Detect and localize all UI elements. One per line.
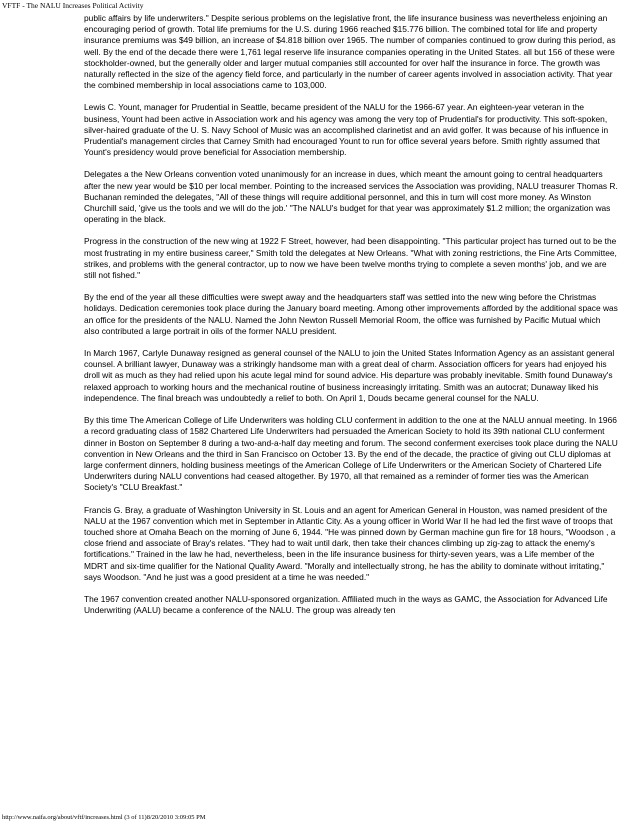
paragraph: Francis G. Bray, a graduate of Washington University in St. Louis and an agent for American General in Houston, was named president of the NALU at the 1967 convention which met in September in Atlantic City. As a young officer in World War II he had led the first wave of troops that touched shore at Omaha Beach on the morning of June 6, 1944. "He was pinned down by German machine gun fire for 18 hours, "Woodson , a close friend and associate of Bray's relates. "They had to wait until dark, then take their chances climbing up zig-zag to attack the enemy's fortifications." Trained in the law he had, nevertheless, been in the life insurance business for thirty-seven years, was a Life member of the MDRT and six-time qualifier for the National Quality Award. "Morally and intellectually strong, he has the ability to dominate without irritating," says Woodson. "And he just was a good president at a time he was needed." bbox=[84, 504, 616, 582]
paragraph: Progress in the construction of the new wing at 1922 F Street, however, had been disappointing. "This particular project has turned out to be the most frustrating in my entire business career," Smith told the delegates at New Orleans. "What with zoning restrictions, the Fine Arts Committee, strikes, and problems with the general contractor, up to now we have been twelve months trying to complete a seven months' job, and we are still not fished." bbox=[84, 236, 617, 281]
page-header-title: VFTF - The NALU Increases Political Activity bbox=[2, 1, 144, 10]
article-body bbox=[84, 13, 618, 627]
paragraph: By this time The American College of Life Underwriters was holding CLU conferment in addition to the one at the NALU annual meeting. In 1966 a record graduating class of 1582 Chartered Life Underwriters had persuaded the American Society to hold its 39th national CLU conferment dinner in Boston on September 8 during a two-and-a-half day meeting and forum. The second conferment exercises took place during the NALU convention in New Orleans and the third in San Francisco on October 13. By the end of the decade, the practice of giving out CLU diplomas at large conferment dinners, holding business meetings of the American College of Life Underwriters or the American Society of Chartered Life Underwriters during NALU conventions had ceased altogether. By 1970, all that remained as a reminder of former ties was the American Society's "CLU Breakfast." bbox=[84, 415, 618, 493]
paragraph: By the end of the year all these difficulties were swept away and the headquarters staff was settled into the new wing before the Christmas holidays. Dedication ceremonies took place during the January board meeting. Among other improvements afforded by the additional space was an office for the presidents of the NALU. Named the John Newton Russell Memorial Room, the office was furnished by Pacific Mutual which also contributed a large portrait in oils of the former NALU president. bbox=[84, 292, 618, 336]
paragraph: The 1967 convention created another NALU-sponsored organization. Affiliated much in the ways as GAMC, the Association for Advanced Life Underwriting (AALU) became a conference of the NALU. The group was already ten bbox=[84, 593, 608, 616]
page-footer-url: http://www.naifa.org/about/vftf/increases.html (3 of 11)8/20/2010 3:09:05 PM bbox=[2, 814, 206, 821]
paragraph: Lewis C. Yount, manager for Prudential in Seattle, became president of the NALU for the 1966-67 year. An eighteen-year veteran in the business, Yount had been active in Association work and his agency was among the very top of Prudential's for productivity. This soft-spoken, silver-haired graduate of the U. S. Navy School of Music was an accomplished clarinetist and an avid golfer. It was because of his influence in Prudential's management circles that Carney Smith had encouraged Yount to run for office several years before. Smith rightly assumed that Yount's presidency would prove beneficial for Association membership. bbox=[84, 102, 609, 158]
paragraph: public affairs by life underwriters." Despite serious problems on the legislative front, the life insurance business was nevertheless enjoining an encouraging period of growth. Total life premiums for the U.S. during 1966 reached $15.776 billion. The combined total for life and property insurance premiums was $49 billion, an increase of $4.818 billion over 1965. The number of companies continued to grow during this period, as well. By the end of the decade there were 1,761 legal reserve life insurance companies operating in the United States. all but 156 of these were stockholder-owned, but the generally older and larger mutual companies still accounted for over half the insurance in force. The growth was naturally reflected in the size of the agency field force, and particularly in the number of career agents involved in association activity. That year the combined membership in local associations came to 103,000. bbox=[84, 13, 616, 91]
paragraph: In March 1967, Carlyle Dunaway resigned as general counsel of the NALU to join the United States Information Agency as an assistant general counsel. A brilliant lawyer, Dunaway was a strikingly handsome man with a great deal of charm. Association officers for years had enjoyed his droll wit as much as they had relied upon his acute legal mind for sound advice. His departure was probably inevitable. Smith found Dunaway's relaxed approach to working hours and the mechanical routine of business increasingly irritating. Smith was an autocrat; Dunaway liked his independence. The final breach was undoubtedly a relief to both. On April 1, Douds became general counsel for the NALU. bbox=[84, 348, 615, 403]
paragraph: Delegates a the New Orleans convention voted unanimously for an increase in dues, which meant the amount going to central headquarters after the new year would be $10 per local member. Pointing to the increased services the Association was providing, NALU treasurer Thomas R. Buchanan reminded the delegates, "All of these things will require additional personnel, and this in turn will cost more money. As Winston Churchill said, 'give us the tools and we will do the job.' "The NALU's budget for that year was approximately $1.2 million; the organization was operating in the black. bbox=[84, 169, 618, 225]
